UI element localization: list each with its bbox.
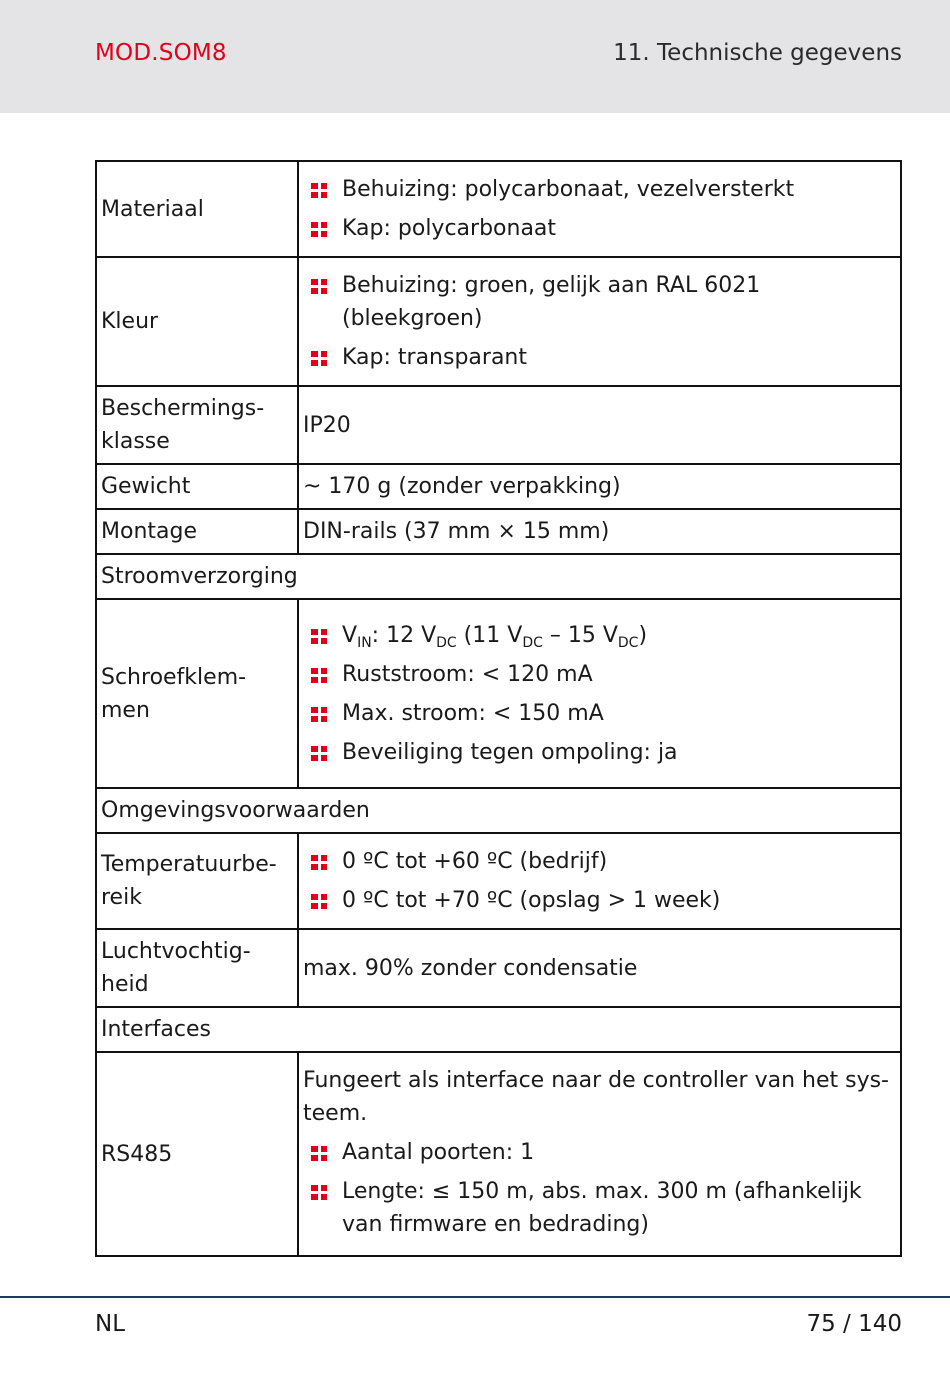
row-value xyxy=(298,1052,901,1256)
row-label: Beschermings-klasse xyxy=(96,386,298,464)
bullet-icon xyxy=(311,351,327,366)
bullet-icon xyxy=(311,183,327,198)
list-item xyxy=(303,212,896,245)
bullet-icon xyxy=(311,1185,327,1200)
table-row xyxy=(96,833,901,929)
list-item xyxy=(303,341,896,374)
list-item xyxy=(303,845,896,878)
row-label: Montage xyxy=(96,509,298,554)
vin-text: $V_{IN}$: 12 $V_{DC}$ (11 $V_{DC} - 15$ $V_{DC}$) xyxy=(342,622,648,651)
item-text: Kap: polycarbonaat xyxy=(342,216,557,241)
item-text: 0 ºC tot +70 ºC (opslag > 1 week) xyxy=(342,888,721,913)
page-header xyxy=(0,0,950,113)
table-row xyxy=(96,161,901,257)
bullet-icon xyxy=(311,746,327,761)
item-text: Lengte: ≤ 150 m, abs. max. 300 m (afhankelijk van firmware en bedrading) xyxy=(342,1178,862,1237)
section-header-row xyxy=(96,788,901,833)
item-text: Kap: transparant xyxy=(342,345,527,370)
brand-title: MOD.SOM8 xyxy=(95,40,227,66)
table-row xyxy=(96,1052,901,1256)
item-text: Behuizing: polycarbonaat, vezelversterkt xyxy=(342,177,795,202)
list-item xyxy=(303,173,896,206)
list-item xyxy=(303,1136,896,1169)
interface-description: Fungeert als interface naar de controller van het sys-teem. xyxy=(303,1067,889,1126)
footer-divider xyxy=(0,1296,950,1298)
list-item xyxy=(303,697,896,730)
list-item xyxy=(303,884,896,917)
item-text: Behuizing: groen, gelijk aan RAL 6021 (bleekgroen) xyxy=(342,273,761,331)
bullet-icon xyxy=(311,668,327,683)
bullet-icon xyxy=(311,894,327,909)
row-value: IP20 xyxy=(298,386,901,464)
item-text: Aantal poorten: 1 xyxy=(342,1139,535,1165)
item-text: Max. stroom: < 150 mA xyxy=(342,700,604,726)
row-value xyxy=(298,833,901,929)
row-value xyxy=(298,161,901,257)
row-label: Kleur xyxy=(96,257,298,386)
list-item xyxy=(303,658,896,691)
table-row xyxy=(96,599,901,788)
row-value: max. 90% zonder condensatie xyxy=(298,929,901,1007)
section-header: Omgevingsvoorwaarden xyxy=(96,788,901,833)
row-label: Materiaal xyxy=(96,161,298,257)
page-number: 75 / 140 xyxy=(806,1311,902,1337)
row-label: Schroefklem-men xyxy=(96,599,298,788)
spec-table xyxy=(95,160,902,1257)
row-value xyxy=(298,257,901,386)
list-item xyxy=(303,619,896,652)
section-header: Stroomverzorging xyxy=(96,554,901,599)
section-header-row xyxy=(96,554,901,599)
bullet-icon xyxy=(311,279,327,294)
item-text: 0 ºC tot +60 ºC (bedrijf) xyxy=(342,849,608,874)
table-row xyxy=(96,464,901,509)
list-item xyxy=(303,269,896,335)
row-label: RS485 xyxy=(96,1052,298,1256)
row-value xyxy=(298,599,901,788)
list-item xyxy=(303,736,896,769)
table-row xyxy=(96,257,901,386)
row-label: Temperatuurbe-reik xyxy=(96,833,298,929)
row-value: ~ 170 g (zonder verpakking) xyxy=(298,464,901,509)
section-header-row xyxy=(96,1007,901,1052)
language-code: NL xyxy=(95,1311,126,1337)
row-label: Luchtvochtig-heid xyxy=(96,929,298,1007)
row-label: Gewicht xyxy=(96,464,298,509)
item-text: Ruststroom: < 120 mA xyxy=(342,661,593,687)
bullet-icon xyxy=(311,855,327,870)
section-title: 11. Technische gegevens xyxy=(613,40,902,66)
table-row xyxy=(96,929,901,1007)
item-text: Beveiliging tegen ompoling: ja xyxy=(342,739,678,765)
section-header: Interfaces xyxy=(96,1007,901,1052)
bullet-icon xyxy=(311,707,327,722)
table-row xyxy=(96,509,901,554)
table-row xyxy=(96,386,901,464)
list-item xyxy=(303,1175,896,1241)
bullet-icon xyxy=(311,629,327,644)
row-value: DIN-rails (37 mm × 15 mm) xyxy=(298,509,901,554)
bullet-icon xyxy=(311,222,327,237)
bullet-icon xyxy=(311,1146,327,1161)
